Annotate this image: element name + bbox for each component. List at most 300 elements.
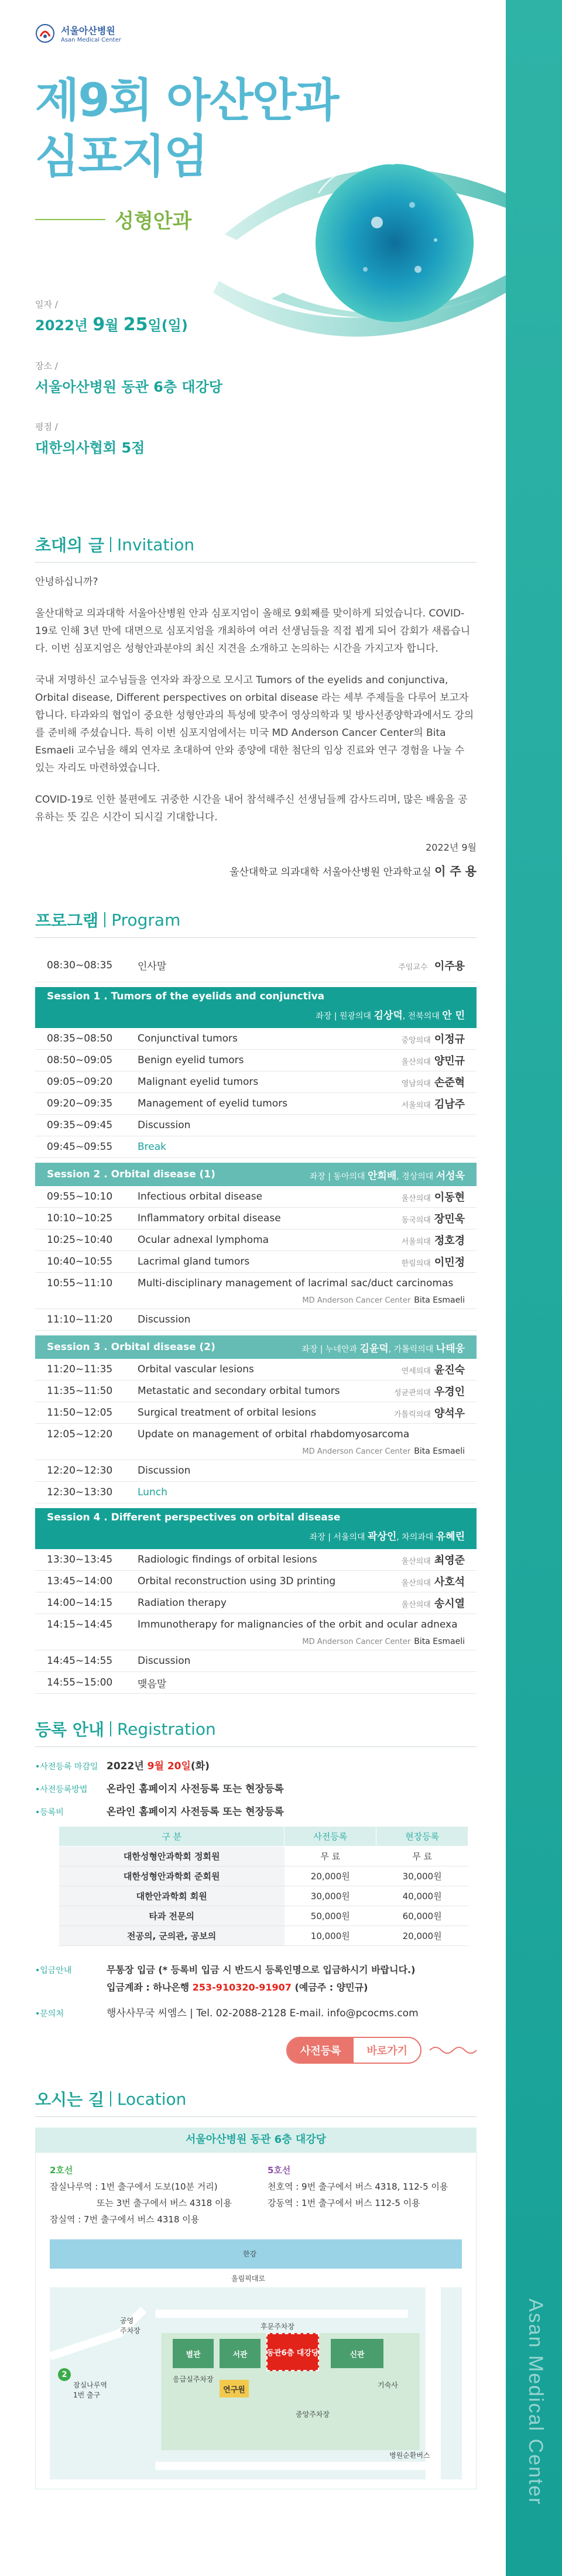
- contact-label: • 문의처: [35, 2008, 100, 2019]
- hero-subtitle-text: 성형안과: [115, 210, 192, 233]
- invitation-p1: 안녕하십니까?: [35, 576, 98, 588]
- chair-name-1: 안희배: [367, 1170, 397, 1182]
- row-speaker: [461, 1119, 465, 1132]
- chair-name-2: 안 민: [442, 1010, 465, 1022]
- fee-table-row: [59, 1906, 468, 1926]
- section-rule: [35, 1746, 477, 1747]
- map-east-hall: 6층 대강당: [281, 2349, 319, 2358]
- program-row: [35, 1460, 477, 1482]
- program-row: [35, 1115, 477, 1136]
- row-topic: Benign eyelid tumors: [138, 1054, 244, 1066]
- invitation-p4: COVID-19로 인한 불편에도 귀중한 시간을 내어 참석해주신 선생님들께 감사드리며, 많은 배움을 공유하는 뜻 깊은 시간이 되시길 기대합니다.: [35, 794, 468, 823]
- row-time: 08:35~08:50: [47, 1033, 113, 1044]
- map-river-label: 한강: [243, 2250, 257, 2258]
- program-row: [35, 1359, 477, 1381]
- fee-label: • 등록비: [35, 1806, 100, 1818]
- row-time: 08:30~08:35: [47, 959, 113, 971]
- row-time: 09:55~10:10: [47, 1191, 113, 1203]
- row-time: 14:00~14:15: [47, 1597, 113, 1609]
- speaker-name: Bita Esmaeli: [414, 1296, 465, 1305]
- speaker-name: 이민정: [434, 1256, 465, 1269]
- row-topic: Conjunctival tumors: [138, 1033, 238, 1044]
- subtitle-rule: [35, 219, 105, 220]
- credit-block: [35, 420, 506, 457]
- invitation-p2: 울산대학교 의과대학 서울아산병원 안과 심포지엄이 올해로 9회째를 맞이하게 되었습니다. COVID-19로 인해 3년 만에 대면으로 심포지엄을 개최하여 여러 선생님들을 직접 뵙게 되어 감회가 새롭습니다. 이번 심포지엄은 성형안과분야의 최신 지견을 소개하고 논의하는 시간을 가지고자 합니다.: [35, 608, 471, 655]
- logo-en: Asan Medical Center: [61, 37, 121, 43]
- row-speaker: [461, 1141, 465, 1153]
- account-holder: (예금주 : 양민규): [294, 1982, 368, 1993]
- payment-account: [107, 1979, 415, 1996]
- row-time: 12:30~13:30: [47, 1486, 113, 1498]
- speaker-affiliation: 성균관의대: [394, 1389, 431, 1397]
- session-chair: [47, 1528, 465, 1543]
- hero: [0, 0, 506, 515]
- speaker-affiliation: 울산의대: [401, 1601, 431, 1609]
- speaker-name: Bita Esmaeli: [414, 1637, 465, 1646]
- program-row: [35, 1229, 477, 1251]
- payment-label: • 입금안내: [35, 1964, 100, 1976]
- row-speaker: [402, 1189, 465, 1204]
- row-time: 09:35~09:45: [47, 1119, 113, 1131]
- fee-table-row: [59, 1926, 468, 1946]
- fee-table-header-cell: 사전등록: [285, 1827, 376, 1847]
- line-5-route-a: 천호역 : 9번 출구에서 버스 4318, 112-5 이용: [268, 2181, 448, 2192]
- program-row: [35, 1424, 477, 1460]
- row-speaker: [461, 1314, 465, 1326]
- deadline-year: 2022년: [107, 1760, 144, 1772]
- fee-table-head: [59, 1827, 468, 1847]
- fee-table-row: [59, 1847, 468, 1866]
- speaker-affiliation: 울산의대: [401, 1579, 431, 1588]
- row-time: 09:45~09:55: [47, 1141, 113, 1153]
- fee-table-row: [59, 1886, 468, 1906]
- map-road-label: 올림픽대로: [231, 2274, 265, 2283]
- payment-note-1: 무통장 입금 (* 등록비 입금 시 반드시 등록인명으로 입금하시기 바랍니다.): [107, 1964, 416, 1975]
- fee-table-header-cell: 구 분: [59, 1827, 285, 1847]
- row-time: 10:25~10:40: [47, 1234, 113, 1246]
- program-row: [35, 1650, 477, 1672]
- hero-title-line1: 제9회 아산안과: [35, 74, 338, 127]
- invitation-title-ko: 초대의 글: [35, 536, 104, 555]
- chair-name-2: 나태웅: [436, 1342, 465, 1355]
- map-dorm: 기숙사: [378, 2381, 398, 2389]
- chair-name-2: 유혜린: [436, 1531, 465, 1543]
- speaker-affiliation: 가톨릭의대: [394, 1410, 431, 1419]
- deadline-line: [35, 1758, 477, 1772]
- hero-title-line2: 심포지엄: [35, 131, 207, 183]
- row-time: 11:50~12:05: [47, 1407, 113, 1419]
- location-title-ko: 오시는 길: [35, 2090, 104, 2109]
- speaker-name: 장민욱: [434, 1213, 465, 1225]
- session-title: Session 3 . Orbital disease (2): [47, 1341, 215, 1353]
- header-divider: [110, 1721, 111, 1736]
- program-row: [35, 1071, 477, 1093]
- chair-mid: , 전북의대: [402, 1012, 440, 1021]
- fee-value: 온라인 홈페이지 사전등록 또는 현장등록: [107, 1806, 284, 1818]
- program-sessions: [35, 987, 477, 1694]
- program-header: [35, 902, 477, 937]
- row-topic: Ocular adnexal lymphoma: [138, 1234, 269, 1246]
- deadline-day: (화): [190, 1760, 210, 1772]
- signature-org: 울산대학교 의과대학 서울아산병원 안과학교실: [229, 866, 431, 878]
- program-row: [35, 1571, 477, 1592]
- speaker-name: 최영준: [434, 1554, 465, 1567]
- row-time: 12:05~12:20: [47, 1429, 113, 1440]
- speaker-affiliation: 한림의대: [401, 1259, 431, 1268]
- row-speaker: [461, 1465, 465, 1477]
- asan-logo-icon: [35, 23, 55, 43]
- program-title-en: Program: [111, 910, 181, 930]
- row-time: 14:15~14:45: [47, 1619, 113, 1630]
- row-time: 11:10~11:20: [47, 1314, 113, 1325]
- map-central-parking: 중앙주차장: [296, 2410, 330, 2419]
- section-rule: [35, 937, 477, 938]
- invitation-p3: 국내 저명하신 교수님들을 연자와 좌장으로 모시고 Tumors of the eyelids and conjunctiva, Orbital disease, Different perspectives on orbital disease 라는 세부 주제들을 다루어 보고자 합니다. 타과와의 협업이 중요한 성형안과의 특성에 맞추어 영상의학과 및 방사선종양학과에서도 강의를 준비해 주셨습니다. 특히 이번 심포지엄에서는 미국 MD Anderson Cancer Center의 Bita Esmaeli 교수님을 해외 연자로 초대하여 안와 종양에 대한 첨단의 임상 진료와 연구 경험을 나눌 수 있는 자리도 마련하였습니다.: [35, 674, 474, 774]
- row-time: 12:20~12:30: [47, 1465, 113, 1477]
- program-row: [35, 1402, 477, 1424]
- speaker-affiliation: 울산의대: [401, 1058, 431, 1067]
- row-time: 14:45~14:55: [47, 1655, 113, 1667]
- row-speaker: [402, 1254, 465, 1269]
- speaker-affiliation: MD Anderson Cancer Center: [302, 1447, 411, 1456]
- fee-line: [35, 1803, 477, 1818]
- row-body: [138, 1429, 465, 1460]
- row-speaker: [461, 1655, 465, 1667]
- session-title: Session 4 . Different perspectives on orbital disease: [47, 1512, 341, 1523]
- chair-prefix: 좌장 | 동아의대: [309, 1171, 365, 1181]
- row-time: 10:10~10:25: [47, 1212, 113, 1224]
- row-topic: Discussion: [138, 1465, 191, 1477]
- row-topic: Surgical treatment of orbital lesions: [138, 1407, 317, 1419]
- row-topic: Management of eyelid tumors: [138, 1098, 288, 1109]
- side-color-bar: [506, 0, 562, 2576]
- program-row: [35, 1482, 477, 1503]
- speaker-name: 이동현: [434, 1191, 465, 1204]
- deadline-date: 9월 20일: [147, 1760, 191, 1772]
- chair-prefix: 좌장 | 서울의대: [309, 1533, 365, 1542]
- row-topic: Metastatic and secondary orbital tumors: [138, 1385, 340, 1397]
- row-time: 14:55~15:00: [47, 1677, 113, 1688]
- line-2-route-c: 잠실역 : 7번 출구에서 버스 4318 이용: [50, 2214, 200, 2225]
- line-2-route-a: 잠실나루역 : 1번 출구에서 도보(10분 거리): [50, 2181, 218, 2192]
- speaker-name: 김남주: [434, 1098, 465, 1111]
- side-brand-text: Asan Medical Center: [525, 2298, 547, 2506]
- row-topic: Orbital reconstruction using 3D printing: [138, 1575, 336, 1587]
- program-row: [35, 1549, 477, 1571]
- program-row: [35, 1309, 477, 1331]
- row-speaker: [402, 1362, 465, 1377]
- program-row: [35, 1050, 477, 1071]
- row-time: 13:30~13:45: [47, 1554, 113, 1566]
- session-header: [35, 1163, 477, 1186]
- date-year: 2022년: [35, 317, 88, 334]
- row-topic: Malignant eyelid tumors: [138, 1076, 259, 1088]
- chair-mid: , 경상의대: [396, 1171, 434, 1181]
- speaker-name: 손준혁: [434, 1077, 465, 1089]
- contact-line: [35, 2005, 477, 2019]
- wave-decoration-icon: [430, 2044, 477, 2056]
- date-day: 25: [123, 314, 148, 335]
- session-chair: [301, 1340, 465, 1355]
- program-row: [35, 1672, 477, 1694]
- speaker-affiliation: 울산의대: [401, 1557, 431, 1566]
- registration-title-en: Registration: [116, 1719, 216, 1739]
- fee-table-cell: 30,000원: [376, 1866, 468, 1886]
- logo: [35, 23, 506, 43]
- program-row-opening: [35, 948, 477, 982]
- invitation-date: 2022년 9월: [426, 842, 477, 853]
- speaker-name: 우경인: [434, 1386, 465, 1398]
- header-divider: [110, 537, 111, 552]
- account-bank: 입금계좌 : 하나은행: [107, 1982, 190, 1993]
- row-speaker: [302, 1296, 465, 1305]
- logo-ko: 서울아산병원: [61, 25, 115, 36]
- speaker-affiliation: MD Anderson Cancer Center: [302, 1296, 411, 1305]
- registration-header: [35, 1711, 477, 1746]
- row-time: 10:40~10:55: [47, 1256, 113, 1268]
- program-row: [35, 1592, 477, 1614]
- fee-table-cell: 타과 전문의: [59, 1906, 285, 1926]
- payment-line: [35, 1961, 477, 1996]
- signature-name: 이 주 용: [434, 864, 477, 878]
- program-row: [35, 1614, 477, 1650]
- row-speaker: [461, 1486, 465, 1499]
- account-number: 253-910320-91907: [192, 1982, 292, 1993]
- fee-table-cell: 무 료: [285, 1847, 376, 1866]
- speaker-name: 정호경: [434, 1235, 465, 1247]
- map-bus-stop: 병원순환버스: [389, 2451, 430, 2459]
- session-chair: [47, 1007, 465, 1022]
- row-topic: Multi-disciplinary management of lacrimal sac/duct carcinomas: [138, 1277, 454, 1289]
- speaker-name: 양석우: [434, 1407, 465, 1420]
- line-2-name: 2호선: [50, 2165, 73, 2176]
- register-button-label: 사전등록: [287, 2038, 354, 2063]
- session-header: [35, 1335, 477, 1359]
- register-button[interactable]: [286, 2037, 422, 2064]
- eye-illustration-icon: [201, 105, 506, 375]
- row-time: 11:35~11:50: [47, 1385, 113, 1397]
- register-cta: [35, 2037, 477, 2064]
- row-speaker: [402, 1096, 465, 1111]
- row-time: 13:45~14:00: [47, 1575, 113, 1587]
- speaker-name: 사호석: [434, 1576, 465, 1588]
- date-month: 9: [92, 314, 105, 335]
- row-topic: Immunotherapy for malignancies of the orbit and ocular adnexa: [138, 1619, 458, 1630]
- map-research: 연구원: [220, 2380, 249, 2397]
- session-header: [35, 987, 477, 1028]
- program-row: [35, 1381, 477, 1402]
- chair-mid: , 가톨릭의대: [388, 1344, 434, 1354]
- program-row: [35, 1136, 477, 1158]
- speaker-name: 송시열: [434, 1598, 465, 1610]
- location-map: [50, 2239, 462, 2479]
- fee-table-cell: 50,000원: [285, 1906, 376, 1926]
- location-title-en: Location: [116, 2089, 187, 2109]
- row-topic: Lacrimal gland tumors: [138, 1256, 250, 1268]
- credit-label: 평점 /: [35, 422, 58, 432]
- row-topic: Lunch: [138, 1486, 167, 1498]
- speaker-name: 이정규: [434, 1033, 465, 1046]
- speaker-affiliation: 영남의대: [401, 1080, 431, 1088]
- row-topic: 인사말: [138, 961, 167, 972]
- row-body: [138, 1619, 465, 1650]
- row-time: 09:05~09:20: [47, 1076, 113, 1088]
- register-button-go: 바로가기: [366, 2045, 407, 2057]
- section-rule: [35, 2116, 477, 2117]
- row-topic: Discussion: [138, 1655, 191, 1667]
- map-public-parking: 공영 주차장: [120, 2317, 140, 2335]
- chair-name-1: 곽상인: [367, 1531, 397, 1543]
- fee-table-cell: 무 료: [376, 1847, 468, 1866]
- row-speaker: [402, 1595, 465, 1611]
- row-topic: Update on management of orbital rhabdomyosarcoma: [138, 1429, 410, 1440]
- row-speaker: [402, 1552, 465, 1567]
- chair-prefix: 좌장 | 원광의대: [316, 1012, 372, 1021]
- program-row: [35, 1273, 477, 1309]
- date-month-unit: 월: [105, 317, 119, 334]
- fee-table-cell: 대한성형안과학회 정회원: [59, 1847, 285, 1866]
- fee-table-cell: 10,000원: [285, 1926, 376, 1946]
- session-title: Session 2 . Orbital disease (1): [47, 1169, 215, 1180]
- speaker-affiliation: 중앙의대: [401, 1036, 431, 1045]
- session-title: Session 1 . Tumors of the eyelids and conjunctiva: [47, 991, 325, 1002]
- location-box: [35, 2152, 477, 2489]
- row-speaker: [394, 1383, 465, 1399]
- fee-table-row: [59, 1866, 468, 1886]
- row-speaker: [302, 1637, 465, 1646]
- speaker-affiliation: 울산의대: [401, 1194, 431, 1203]
- row-speaker: [402, 1574, 465, 1589]
- speaker-name: 양민규: [434, 1055, 465, 1067]
- map-annex: 별관: [173, 2339, 214, 2368]
- row-topic: Infectious orbital disease: [138, 1191, 263, 1203]
- row-topic: Discussion: [138, 1119, 191, 1131]
- registration-title-ko: 등록 안내: [35, 1720, 104, 1739]
- chair-name-2: 서성욱: [436, 1170, 465, 1182]
- row-time: 10:55~11:10: [47, 1277, 113, 1289]
- row-topic: Inflammatory orbital disease: [138, 1212, 281, 1224]
- map-east-name: 동관: [266, 2349, 282, 2358]
- fee-table-cell: 대한성형안과학회 준회원: [59, 1866, 285, 1886]
- header-divider: [110, 2091, 111, 2106]
- deadline-value: [107, 1758, 210, 1772]
- session-chair: [310, 1167, 465, 1182]
- location-section: [0, 2081, 506, 2489]
- row-time: 11:20~11:35: [47, 1364, 113, 1375]
- row-topic: Break: [138, 1141, 166, 1153]
- speaker-affiliation: MD Anderson Cancer Center: [302, 1638, 411, 1646]
- map-station-label: 잠실나루역 1번 출구: [73, 2381, 107, 2399]
- date-label: 일자 /: [35, 299, 58, 310]
- fee-table-header-cell: 현장등록: [376, 1827, 468, 1847]
- invitation-signature: [35, 862, 477, 879]
- program-row: [35, 1251, 477, 1273]
- speaker-name: Bita Esmaeli: [414, 1447, 465, 1456]
- method-line: [35, 1780, 477, 1795]
- chair-name-1: 김상덕: [373, 1010, 403, 1022]
- row-topic: Radiologic findings of orbital lesions: [138, 1554, 317, 1566]
- fee-table-cell: 대한안과학회 회원: [59, 1886, 285, 1906]
- fee-table-cell: 40,000원: [376, 1886, 468, 1906]
- chair-name-1: 김윤덕: [359, 1342, 389, 1355]
- program-section: [0, 902, 506, 1694]
- invitation-title-en: Invitation: [116, 535, 195, 554]
- row-topic: Orbital vascular lesions: [138, 1364, 254, 1375]
- program-row: [35, 1186, 477, 1208]
- map-west-building: 서관: [220, 2339, 261, 2368]
- speaker-name: 윤진숙: [434, 1364, 465, 1376]
- method-value: 온라인 홈페이지 사전등록 또는 현장등록: [107, 1783, 284, 1795]
- fee-table-cell: 30,000원: [285, 1886, 376, 1906]
- fee-table-body: [59, 1847, 468, 1946]
- row-speaker: [402, 1053, 465, 1068]
- row-speaker: [461, 1677, 465, 1689]
- location-header: [35, 2081, 477, 2116]
- section-rule: [35, 562, 477, 563]
- fee-table-cell: 20,000원: [285, 1866, 376, 1886]
- speaker-name: 이주용: [434, 960, 465, 972]
- map-rear-parking: 후문주차장: [261, 2322, 294, 2331]
- fee-table-cell: 전공의, 군의관, 공보의: [59, 1926, 285, 1946]
- row-topic: 맺음말: [138, 1678, 167, 1690]
- row-speaker: [402, 1031, 465, 1046]
- credit-value: 대한의사협회 5점: [35, 440, 145, 456]
- row-speaker: [394, 1405, 465, 1420]
- payment-note: [107, 1961, 415, 1996]
- program-row: [35, 1093, 477, 1115]
- invitation-header: [35, 527, 477, 562]
- row-topic: Radiation therapy: [138, 1597, 227, 1609]
- row-speaker: [402, 1074, 465, 1090]
- contact-value: 행사사무국 씨엠스 | Tel. 02-2088-2128 E-mail. info@pcocms.com: [107, 2008, 419, 2019]
- row-body: [138, 1277, 465, 1308]
- line-5-route-b: 강동역 : 1번 출구에서 버스 112-5 이용: [268, 2198, 420, 2208]
- row-speaker: [398, 958, 465, 973]
- header-divider: [104, 912, 105, 927]
- map-emergency-parking: 응급실주차장: [173, 2375, 214, 2383]
- venue-label: 장소 /: [35, 361, 58, 371]
- method-label: • 사전등록방법: [35, 1783, 100, 1795]
- map-line2-badge: 2: [58, 2368, 71, 2381]
- line-2-info: [50, 2162, 244, 2228]
- speaker-affiliation: 서울의대: [401, 1101, 431, 1110]
- session-header: [35, 1508, 477, 1549]
- program-row: [35, 1028, 477, 1050]
- chair-mid: , 차의과대: [396, 1533, 434, 1542]
- row-time: 09:20~09:35: [47, 1098, 113, 1109]
- line-5-name: 5호선: [268, 2165, 291, 2176]
- map-east-building: [266, 2333, 319, 2371]
- chair-prefix: 좌장 | 누네안과: [301, 1344, 357, 1354]
- location-venue: 서울아산병원 동관 6층 대강당: [35, 2128, 477, 2152]
- speaker-affiliation: 동국의대: [401, 1216, 431, 1225]
- fee-table-cell: 20,000원: [376, 1926, 468, 1946]
- speaker-affiliation: 연세의대: [401, 1367, 431, 1376]
- map-new-building: 신관: [331, 2339, 383, 2368]
- line-5-info: [268, 2162, 462, 2228]
- registration-section: [0, 1711, 506, 2064]
- deadline-label: • 사전등록 마감일: [35, 1760, 100, 1772]
- row-speaker: [402, 1232, 465, 1248]
- speaker-affiliation: 서울의대: [401, 1238, 431, 1246]
- fee-table-cell: 60,000원: [376, 1906, 468, 1926]
- row-time: 08:50~09:05: [47, 1054, 113, 1066]
- venue-value: 서울아산병원 동관 6층 대강당: [35, 379, 222, 395]
- speaker-affiliation: 주임교수: [398, 962, 428, 972]
- program-title-ko: 프로그램: [35, 911, 99, 930]
- fee-table: [59, 1826, 468, 1946]
- row-speaker: [402, 1211, 465, 1226]
